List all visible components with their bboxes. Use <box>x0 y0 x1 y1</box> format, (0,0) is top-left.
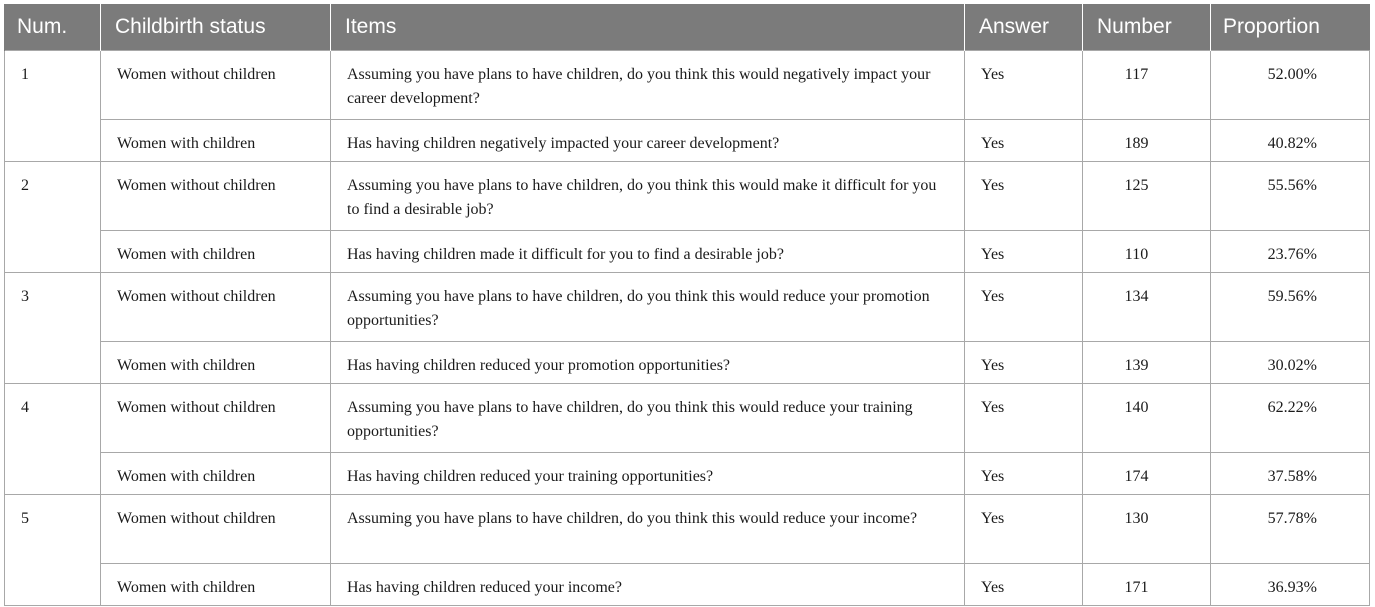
number-cell: 134 <box>1083 273 1211 342</box>
answer-cell: Yes <box>965 162 1083 231</box>
proportion-cell: 57.78% <box>1211 495 1370 564</box>
answer-cell: Yes <box>965 273 1083 342</box>
status-cell: Women without children <box>101 162 331 231</box>
header-num: Num. <box>5 4 101 51</box>
status-cell: Women without children <box>101 51 331 120</box>
number-cell: 174 <box>1083 453 1211 495</box>
table-container <box>4 4 1373 606</box>
header-proportion: Proportion <box>1211 4 1370 51</box>
table-row <box>5 384 1370 453</box>
answer-cell: Yes <box>965 384 1083 453</box>
proportion-cell: 30.02% <box>1211 342 1370 384</box>
proportion-cell: 36.93% <box>1211 564 1370 606</box>
number-cell: 189 <box>1083 120 1211 162</box>
answer-cell: Yes <box>965 51 1083 120</box>
item-cell: Has having children reduced your income? <box>331 564 965 606</box>
answer-cell: Yes <box>965 564 1083 606</box>
table-row <box>5 273 1370 342</box>
item-cell: Assuming you have plans to have children, do you think this would make it difficult for you to find a desirable job? <box>331 162 965 231</box>
group-number: 1 <box>5 51 101 162</box>
status-cell: Women with children <box>101 231 331 273</box>
proportion-cell: 40.82% <box>1211 120 1370 162</box>
item-cell: Has having children made it difficult for you to find a desirable job? <box>331 231 965 273</box>
number-cell: 110 <box>1083 231 1211 273</box>
survey-table <box>4 4 1370 606</box>
header-number: Number <box>1083 4 1211 51</box>
header-childbirth-status: Childbirth status <box>101 4 331 51</box>
answer-cell: Yes <box>965 231 1083 273</box>
status-cell: Women with children <box>101 453 331 495</box>
table-row <box>5 342 1370 384</box>
proportion-cell: 62.22% <box>1211 384 1370 453</box>
item-cell: Has having children reduced your training opportunities? <box>331 453 965 495</box>
table-row <box>5 231 1370 273</box>
group-number: 2 <box>5 162 101 273</box>
proportion-cell: 55.56% <box>1211 162 1370 231</box>
answer-cell: Yes <box>965 453 1083 495</box>
table-row <box>5 162 1370 231</box>
number-cell: 139 <box>1083 342 1211 384</box>
status-cell: Women without children <box>101 384 331 453</box>
answer-cell: Yes <box>965 495 1083 564</box>
table-row <box>5 495 1370 564</box>
status-cell: Women without children <box>101 495 331 564</box>
item-cell: Has having children negatively impacted your career development? <box>331 120 965 162</box>
proportion-cell: 23.76% <box>1211 231 1370 273</box>
group-number: 5 <box>5 495 101 606</box>
table-row <box>5 120 1370 162</box>
answer-cell: Yes <box>965 342 1083 384</box>
item-cell: Assuming you have plans to have children, do you think this would negatively impact your career development? <box>331 51 965 120</box>
item-cell: Assuming you have plans to have children, do you think this would reduce your training opportunities? <box>331 384 965 453</box>
item-cell: Has having children reduced your promotion opportunities? <box>331 342 965 384</box>
number-cell: 125 <box>1083 162 1211 231</box>
number-cell: 130 <box>1083 495 1211 564</box>
item-cell: Assuming you have plans to have children, do you think this would reduce your promotion opportunities? <box>331 273 965 342</box>
status-cell: Women with children <box>101 120 331 162</box>
number-cell: 117 <box>1083 51 1211 120</box>
answer-cell: Yes <box>965 120 1083 162</box>
status-cell: Women with children <box>101 564 331 606</box>
header-answer: Answer <box>965 4 1083 51</box>
status-cell: Women with children <box>101 342 331 384</box>
number-cell: 171 <box>1083 564 1211 606</box>
item-cell: Assuming you have plans to have children, do you think this would reduce your income? <box>331 495 965 564</box>
status-cell: Women without children <box>101 273 331 342</box>
table-row <box>5 51 1370 120</box>
header-row <box>5 4 1370 51</box>
group-number: 3 <box>5 273 101 384</box>
group-number: 4 <box>5 384 101 495</box>
table-row <box>5 564 1370 606</box>
table-row <box>5 453 1370 495</box>
proportion-cell: 37.58% <box>1211 453 1370 495</box>
proportion-cell: 52.00% <box>1211 51 1370 120</box>
proportion-cell: 59.56% <box>1211 273 1370 342</box>
number-cell: 140 <box>1083 384 1211 453</box>
header-items: Items <box>331 4 965 51</box>
